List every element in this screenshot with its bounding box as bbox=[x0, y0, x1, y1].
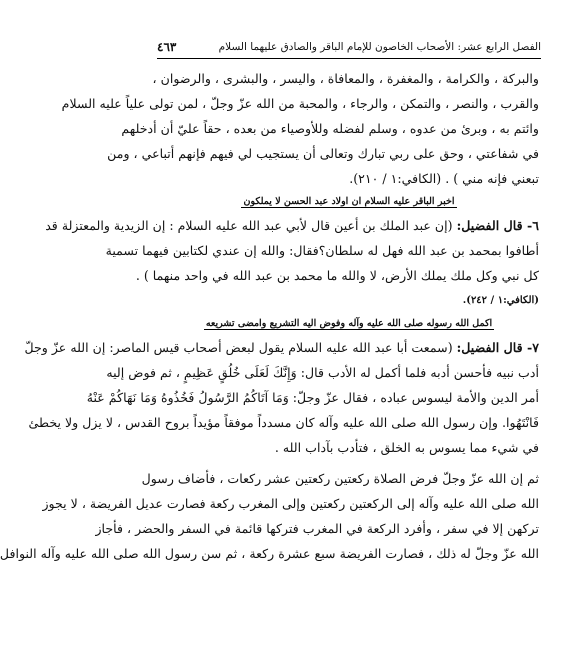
text-line: فَانْتَهُوا. وإن رسول الله صلى الله عليه وآله كان مسدداً موفقاً مؤيداً بروح القدس ، لا يزل ولا يخطئ bbox=[28, 415, 539, 430]
text-line: في شفاعتي ، وحق على ربي تبارك وتعالى أن يستجيب لي فيهم فإنهم أتباعي ، ومن bbox=[107, 146, 539, 161]
subheading-text: اكمل الله رسوله صلى الله عليه وآله وفوض اليه التشريع وامضى تشريعه bbox=[205, 318, 493, 329]
text-line: تبعني فإنه مني ) . (الكافي:١ / ٢١٠). bbox=[349, 171, 539, 186]
page-header bbox=[157, 36, 541, 59]
text-line: والقرب ، والنصر ، والتمكن ، والرجاء ، والمحبة من الله عزّ وجلّ ، لمن تولى علياً عليه السلام bbox=[61, 96, 539, 111]
text-line: الله صلى الله عليه وآله إلى الركعتين ركعتين وإلى المغرب ركعة فصارت عديل الفريضة ، لا يجوز bbox=[42, 496, 539, 511]
text-line: والبركة ، والكرامة ، والمغفرة ، والمعافاة ، واليسر ، والبشرى ، والرضوان ، bbox=[152, 71, 539, 86]
text-line bbox=[24, 335, 539, 360]
section-subheading bbox=[159, 193, 539, 211]
text-line bbox=[45, 213, 539, 238]
narrator-label: ٧- قال الفضيل: bbox=[456, 340, 539, 355]
text-line: وائتم به ، وبرئ من عدوه ، وسلم لفضله وللأوصياء من بعده ، حقاً عليّ أن أدخلهم bbox=[121, 121, 539, 136]
text-line: ثم إن الله عزّ وجلّ فرض الصلاة ركعتين ركعتين عشر ركعات ، فأضاف رسول bbox=[141, 471, 539, 486]
paragraph bbox=[45, 213, 539, 313]
text-run: (سمعت أبا عبد الله عليه السلام يقول لبعض أصحاب قيس الماصر: إن الله عزّ وجلّ bbox=[24, 340, 457, 355]
text-run: (إن عبد الملك بن أعين قال لأبي عبد الله عليه السلام : إن الزيدية والمعتزلة قد bbox=[45, 218, 457, 233]
page-number: ٤٦٣ bbox=[157, 40, 177, 54]
section-subheading bbox=[159, 315, 539, 333]
paragraph bbox=[24, 335, 539, 460]
narrator-label: ٦- قال الفضيل: bbox=[456, 218, 539, 233]
text-line: كل نبي وكل ملك يملك الأرض، لا والله ما محمد بن عبد الله في واحد منهما ) . bbox=[135, 268, 539, 283]
text-line: تركهن إلا في سفر ، وأفرد الركعة في المغرب فتركها قائمة في السفر والحضر ، فأجاز bbox=[95, 521, 539, 536]
running-title: الفصل الرابع عشر: الأصحاب الخاصون للإمام الباقر والصادق عليهما السلام bbox=[218, 41, 541, 53]
text-line: أطافوا بمحمد بن عبد الله فهل له سلطان؟فقال: والله إن عندي لكتابين فيهما تسمية bbox=[105, 243, 539, 258]
paragraph bbox=[61, 66, 539, 191]
text-line: أدب نبيه فأحسن أدبه فلما أكمل له الأدب قال: وَإِنَّكَ لَعَلَى خُلُقٍ عَظِيمٍ ، ثم فوض إليه bbox=[106, 365, 539, 380]
text-line: الله عزّ وجلّ له ذلك ، فصارت الفريضة سبع عشرة ركعة ، ثم سن رسول الله صلى الله عليه وآله النوافل bbox=[0, 546, 539, 561]
text-line: في شيء مما يسوس به الخلق ، فتأدب بآداب الله . bbox=[274, 440, 539, 455]
paragraph bbox=[0, 466, 539, 566]
page-body bbox=[0, 66, 539, 566]
subheading-text: اخبر الباقر عليه السلام ان اولاد عبد الحسن لا يملكون bbox=[243, 196, 455, 207]
text-line: أمر الدين والأمة ليسوس عباده ، فقال عزّ وجلّ: وَمَا آتَاكُمُ الرَّسُولُ فَخُذُوهُ وَمَا نَهَاكُمْ عَنْهُ bbox=[86, 390, 539, 405]
citation: (الكافي:١ / ٢٤٢). bbox=[462, 295, 539, 306]
